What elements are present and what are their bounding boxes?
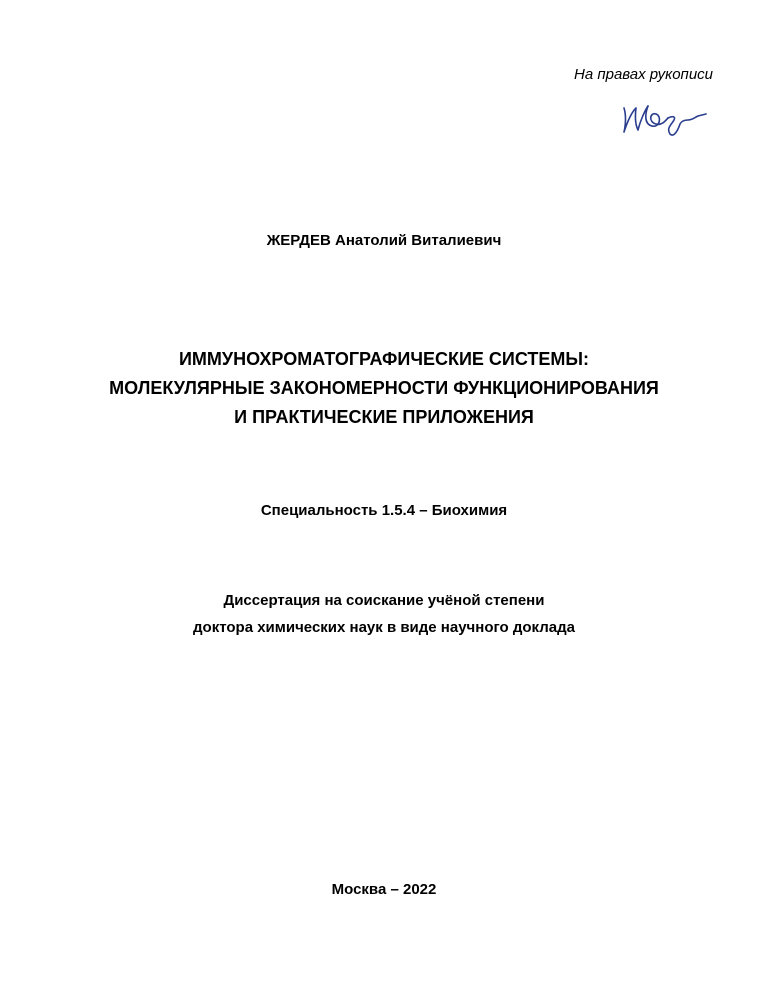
- degree-line: Диссертация на соискание учёной степени: [223, 592, 545, 609]
- specialty-line: Специальность 1.5.4 – Биохимия: [260, 502, 508, 519]
- manuscript-note: На правах рукописи: [574, 66, 713, 83]
- title-line: ИММУНОХРОМАТОГРАФИЧЕСКИЕ СИСТЕМЫ:: [178, 349, 590, 369]
- degree-statement: [0, 590, 768, 644]
- author-name: ЖЕРДЕВ Анатолий Виталиевич: [266, 232, 502, 249]
- degree-line: доктора химических наук в виде научного доклада: [193, 619, 575, 636]
- title-line: И ПРАКТИЧЕСКИЕ ПРИЛОЖЕНИЯ: [234, 407, 534, 427]
- title-line: МОЛЕКУЛЯРНЫЕ ЗАКОНОМЕРНОСТИ ФУНКЦИОНИРОВАНИЯ: [109, 378, 659, 398]
- place-and-year: Москва – 2022: [331, 881, 437, 898]
- handwritten-signature: [618, 98, 710, 142]
- dissertation-title: [0, 345, 768, 432]
